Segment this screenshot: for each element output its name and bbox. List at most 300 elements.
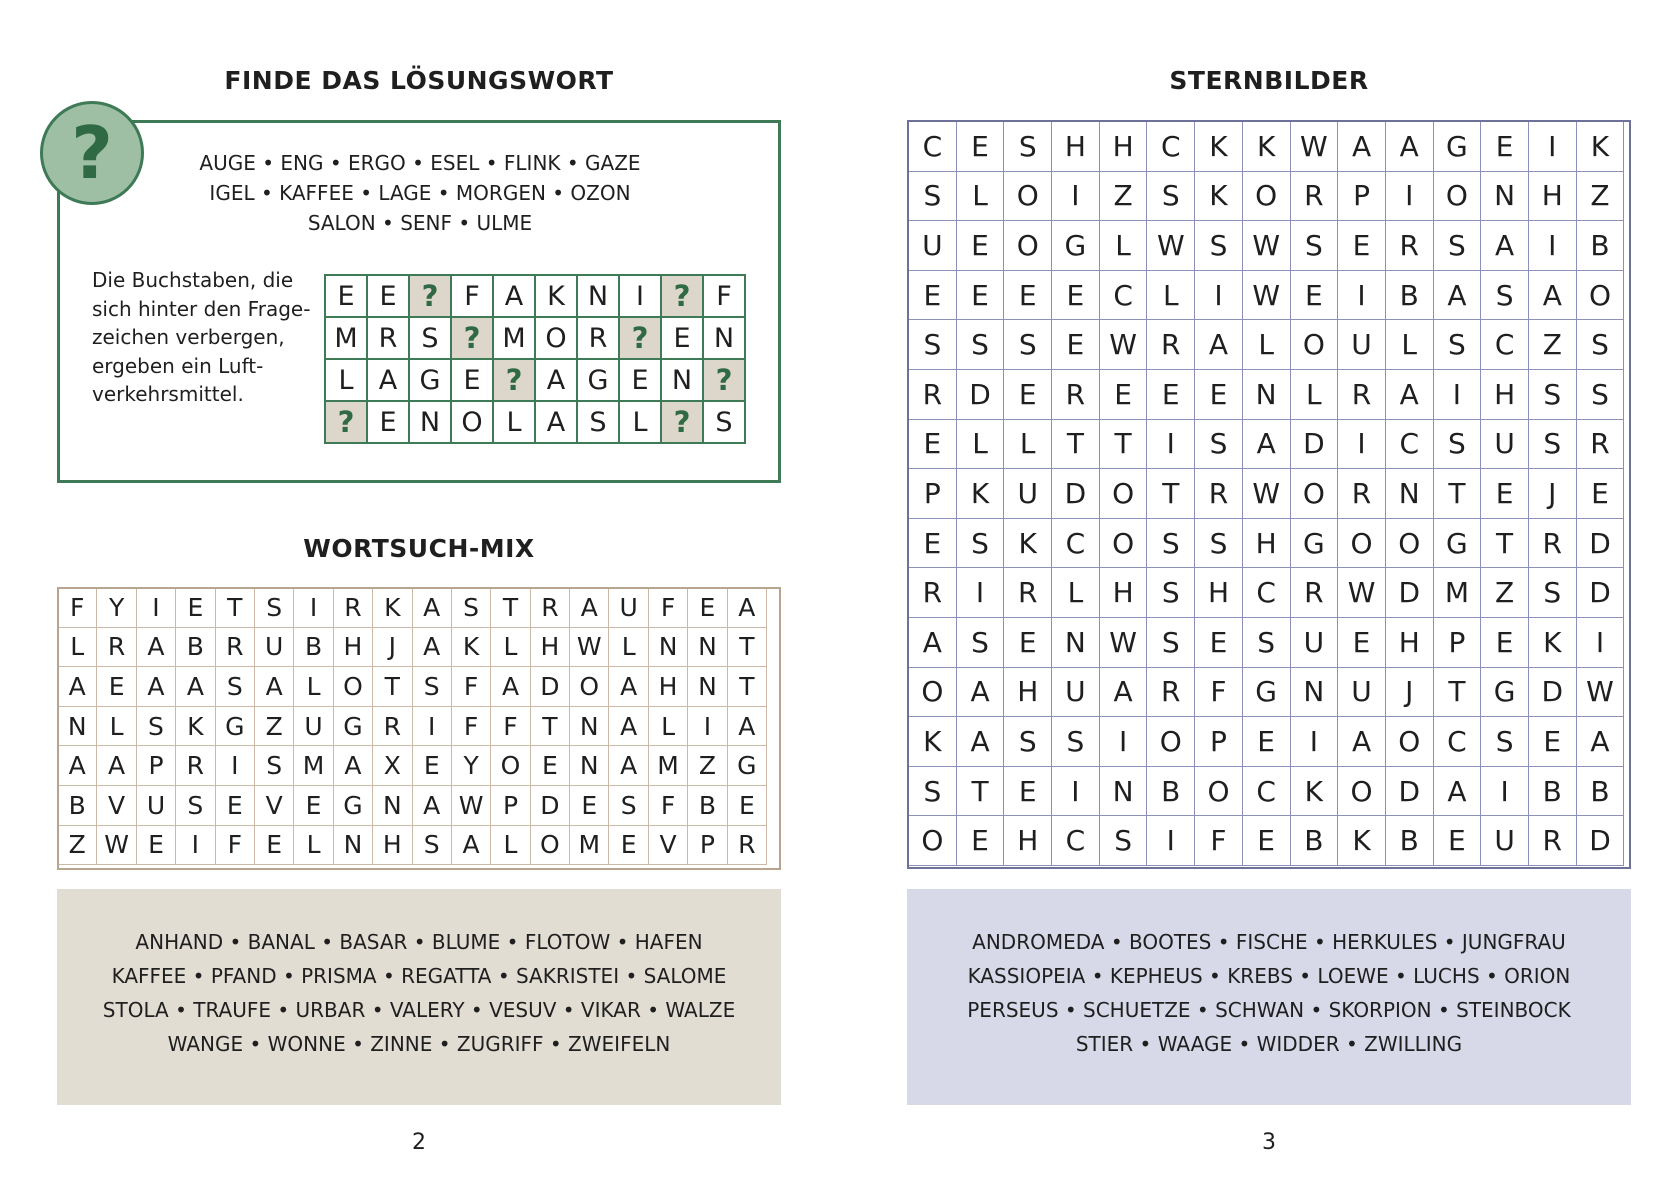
letter-cell: S (909, 171, 957, 221)
letter-cell: E (1004, 270, 1052, 320)
letter-cell: R (97, 627, 136, 667)
letter-cell: B (1147, 766, 1195, 816)
letter-cell: I (1338, 270, 1386, 320)
letter-cell: N (688, 667, 727, 707)
letter-cell: S (1481, 270, 1529, 320)
letter-cell: L (1099, 221, 1147, 271)
letter-cell: O (333, 667, 372, 707)
letter-cell: Z (1481, 568, 1529, 618)
letter-cell: P (1195, 717, 1243, 767)
letter-cell: P (1433, 617, 1481, 667)
letter-cell: A (367, 359, 409, 401)
letter-cell: O (1576, 270, 1624, 320)
letter-cell: Z (58, 825, 97, 865)
letter-cell: G (727, 746, 766, 786)
letter-cell: S (703, 401, 745, 443)
grid-row (325, 359, 745, 401)
letter-cell: N (1052, 617, 1100, 667)
page-number-right: 3 (1262, 1130, 1276, 1155)
letter-cell: B (1528, 766, 1576, 816)
letter-cell: V (648, 825, 687, 865)
letter-cell: A (1338, 717, 1386, 767)
letter-cell: L (294, 667, 333, 707)
grid-row (58, 785, 767, 825)
hidden-letter-cell: ? (661, 401, 703, 443)
letter-cell: S (409, 317, 451, 359)
letter-cell: G (215, 706, 254, 746)
letter-cell: E (367, 401, 409, 443)
puzzle2-word-list (57, 889, 781, 1105)
letter-cell: N (409, 401, 451, 443)
grid-row (909, 766, 1624, 816)
hidden-letter-cell: ? (451, 317, 493, 359)
hidden-letter-cell: ? (493, 359, 535, 401)
letter-cell: E (451, 359, 493, 401)
letter-cell: K (373, 588, 412, 628)
letter-cell: R (577, 317, 619, 359)
letter-cell: G (1433, 122, 1481, 172)
letter-cell: A (58, 667, 97, 707)
letter-cell: G (333, 706, 372, 746)
letter-cell: S (1195, 419, 1243, 469)
letter-cell: L (1052, 568, 1100, 618)
letter-cell: Z (254, 706, 293, 746)
letter-cell: E (530, 746, 569, 786)
letter-cell: N (570, 706, 609, 746)
letter-cell: E (1481, 122, 1529, 172)
letter-cell: F (451, 275, 493, 317)
letter-cell: C (1242, 766, 1290, 816)
letter-cell: R (373, 706, 412, 746)
letter-cell: O (1242, 171, 1290, 221)
letter-cell: I (215, 746, 254, 786)
letter-cell: R (1385, 221, 1433, 271)
letter-cell: S (909, 320, 957, 370)
letter-cell: E (1481, 617, 1529, 667)
letter-cell: N (1099, 766, 1147, 816)
letter-cell: U (1481, 419, 1529, 469)
letter-cell: L (956, 171, 1004, 221)
letter-cell: A (1481, 221, 1529, 271)
letter-cell: L (609, 627, 648, 667)
letter-cell: H (648, 667, 687, 707)
letter-cell: S (1147, 568, 1195, 618)
letter-cell: I (1576, 617, 1624, 667)
letter-cell: T (1433, 469, 1481, 519)
letter-cell: F (215, 825, 254, 865)
hidden-letter-cell: ? (661, 275, 703, 317)
letter-cell: N (373, 785, 412, 825)
letter-cell: A (136, 627, 175, 667)
letter-cell: E (688, 588, 727, 628)
letter-cell: A (451, 825, 490, 865)
letter-cell: K (1242, 122, 1290, 172)
hidden-letter-cell: ? (703, 359, 745, 401)
letter-cell: N (1385, 469, 1433, 519)
letter-cell: I (294, 588, 333, 628)
letter-cell: A (609, 746, 648, 786)
letter-cell: U (1481, 816, 1529, 866)
letter-cell: K (1290, 766, 1338, 816)
letter-cell: N (688, 627, 727, 667)
letter-cell: W (1242, 270, 1290, 320)
letter-cell: E (570, 785, 609, 825)
letter-cell: E (1481, 469, 1529, 519)
letter-cell: I (1147, 419, 1195, 469)
letter-cell: M (648, 746, 687, 786)
letter-cell: O (451, 401, 493, 443)
letter-cell: T (491, 588, 530, 628)
letter-cell: I (176, 825, 215, 865)
letter-cell: E (1242, 816, 1290, 866)
word-line: SALON • SENF • ULME (307, 211, 533, 235)
grid-row (909, 717, 1624, 767)
letter-cell: Z (1576, 171, 1624, 221)
word-line: KASSIOPEIA • KEPHEUS • KREBS • LOEWE • LUCHS • ORION (967, 964, 1571, 988)
letter-cell: E (1195, 617, 1243, 667)
letter-cell: U (1290, 617, 1338, 667)
letter-cell: R (530, 588, 569, 628)
letter-cell: C (1433, 717, 1481, 767)
letter-cell: R (367, 317, 409, 359)
letter-cell: B (1290, 816, 1338, 866)
letter-cell: S (1576, 320, 1624, 370)
letter-cell: D (956, 369, 1004, 419)
letter-cell: N (333, 825, 372, 865)
letter-cell: I (1338, 419, 1386, 469)
letter-cell: A (412, 785, 451, 825)
letter-cell: B (1576, 766, 1624, 816)
letter-cell: H (333, 627, 372, 667)
letter-cell: U (909, 221, 957, 271)
letter-cell: O (1195, 766, 1243, 816)
letter-cell: A (956, 667, 1004, 717)
letter-cell: R (1147, 320, 1195, 370)
letter-cell: L (1242, 320, 1290, 370)
letter-cell: G (333, 785, 372, 825)
grid-row (58, 825, 767, 865)
letter-cell: O (1385, 518, 1433, 568)
letter-cell: M (570, 825, 609, 865)
letter-cell: E (1052, 270, 1100, 320)
letter-cell: S (176, 785, 215, 825)
grid-row (909, 568, 1624, 618)
letter-cell: F (58, 588, 97, 628)
letter-cell: R (1195, 469, 1243, 519)
letter-cell: E (909, 270, 957, 320)
solution-letter-grid (324, 274, 746, 444)
letter-cell: N (1481, 171, 1529, 221)
letter-cell: E (609, 825, 648, 865)
letter-cell: L (1385, 320, 1433, 370)
letter-cell: P (688, 825, 727, 865)
letter-cell: I (1385, 171, 1433, 221)
letter-cell: A (1242, 419, 1290, 469)
letter-cell: H (1052, 122, 1100, 172)
letter-cell: E (661, 317, 703, 359)
letter-cell: U (1052, 667, 1100, 717)
letter-cell: V (254, 785, 293, 825)
letter-cell: W (97, 825, 136, 865)
letter-cell: T (373, 667, 412, 707)
letter-cell: S (1433, 221, 1481, 271)
letter-cell: H (530, 627, 569, 667)
letter-cell: E (1290, 270, 1338, 320)
letter-cell: K (1576, 122, 1624, 172)
letter-cell: R (909, 568, 957, 618)
badge-glyph: ? (71, 111, 113, 195)
letter-cell: E (909, 518, 957, 568)
letter-cell: A (1385, 122, 1433, 172)
letter-cell: O (1004, 221, 1052, 271)
letter-cell: R (1147, 667, 1195, 717)
letter-cell: L (58, 627, 97, 667)
letter-cell: L (956, 419, 1004, 469)
letter-cell: N (570, 746, 609, 786)
letter-cell: N (648, 627, 687, 667)
letter-cell: A (136, 667, 175, 707)
letter-cell: R (1338, 469, 1386, 519)
letter-cell: G (1242, 667, 1290, 717)
word-line: KAFFEE • PFAND • PRISMA • REGATTA • SAKRISTEI • SALOME (111, 964, 727, 988)
word-line: IGEL • KAFFEE • LAGE • MORGEN • OZON (209, 181, 631, 205)
letter-cell: J (1385, 667, 1433, 717)
letter-cell: A (412, 627, 451, 667)
word-line: ANHAND • BANAL • BASAR • BLUME • FLOTOW • HAFEN (135, 930, 703, 954)
letter-cell: D (1290, 419, 1338, 469)
letter-cell: L (294, 825, 333, 865)
letter-cell: S (136, 706, 175, 746)
letter-cell: A (570, 588, 609, 628)
letter-cell: U (294, 706, 333, 746)
letter-cell: R (1052, 369, 1100, 419)
letter-cell: O (1099, 518, 1147, 568)
letter-cell: S (254, 746, 293, 786)
letter-cell: S (956, 617, 1004, 667)
letter-cell: W (1147, 221, 1195, 271)
letter-cell: T (215, 588, 254, 628)
letter-cell: O (1385, 717, 1433, 767)
letter-cell: A (535, 359, 577, 401)
letter-cell: B (58, 785, 97, 825)
letter-cell: L (97, 706, 136, 746)
letter-cell: D (1385, 568, 1433, 618)
letter-cell: R (333, 588, 372, 628)
letter-cell: D (1052, 469, 1100, 519)
letter-cell: I (956, 568, 1004, 618)
letter-cell: A (1338, 122, 1386, 172)
letter-cell: T (727, 667, 766, 707)
letter-cell: E (1004, 766, 1052, 816)
letter-cell: N (661, 359, 703, 401)
grid-row (58, 746, 767, 786)
letter-cell: S (1433, 320, 1481, 370)
letter-cell: E (1433, 816, 1481, 866)
letter-cell: D (1528, 667, 1576, 717)
letter-cell: C (1147, 122, 1195, 172)
letter-cell: C (1481, 320, 1529, 370)
letter-cell: A (333, 746, 372, 786)
letter-cell: G (577, 359, 619, 401)
word-line: PERSEUS • SCHUETZE • SCHWAN • SKORPION • STEINBOCK (967, 998, 1571, 1022)
letter-cell: J (1528, 469, 1576, 519)
grid-row (325, 317, 745, 359)
letter-cell: N (58, 706, 97, 746)
letter-cell: I (1147, 816, 1195, 866)
puzzle2-title: WORTSUCH-MIX (303, 534, 535, 563)
letter-cell: S (1004, 717, 1052, 767)
letter-cell: G (1433, 518, 1481, 568)
letter-cell: A (609, 706, 648, 746)
letter-cell: E (1242, 717, 1290, 767)
letter-cell: S (1195, 518, 1243, 568)
letter-cell: R (1528, 518, 1576, 568)
letter-cell: H (1099, 568, 1147, 618)
letter-cell: C (1242, 568, 1290, 618)
letter-cell: E (412, 746, 451, 786)
letter-cell: S (609, 785, 648, 825)
letter-cell: S (1433, 419, 1481, 469)
letter-cell: E (325, 275, 367, 317)
letter-cell: O (1004, 171, 1052, 221)
letter-cell: E (1528, 717, 1576, 767)
letter-cell: E (1195, 369, 1243, 419)
letter-cell: S (1195, 221, 1243, 271)
letter-cell: R (1528, 816, 1576, 866)
letter-cell: T (727, 627, 766, 667)
letter-cell: S (956, 518, 1004, 568)
letter-cell: B (688, 785, 727, 825)
letter-cell: O (909, 667, 957, 717)
letter-cell: A (1433, 766, 1481, 816)
letter-cell: O (535, 317, 577, 359)
letter-cell: E (215, 785, 254, 825)
grid-row (909, 419, 1624, 469)
letter-cell: A (727, 706, 766, 746)
letter-cell: B (294, 627, 333, 667)
letter-cell: N (1290, 667, 1338, 717)
letter-cell: T (1481, 518, 1529, 568)
letter-cell: S (1528, 568, 1576, 618)
letter-cell: I (136, 588, 175, 628)
letter-cell: I (1433, 369, 1481, 419)
letter-cell: S (1242, 617, 1290, 667)
letter-cell: P (909, 469, 957, 519)
grid-row (325, 275, 745, 317)
letter-cell: M (325, 317, 367, 359)
letter-cell: L (493, 401, 535, 443)
letter-cell: T (1099, 419, 1147, 469)
word-line: ANDROMEDA • BOOTES • FISCHE • HERKULES • JUNGFRAU (972, 930, 1566, 954)
letter-cell: E (254, 825, 293, 865)
letter-cell: S (1576, 369, 1624, 419)
letter-cell: A (1528, 270, 1576, 320)
letter-cell: C (909, 122, 957, 172)
letter-cell: L (648, 706, 687, 746)
letter-cell: S (577, 401, 619, 443)
letter-cell: E (1147, 369, 1195, 419)
letter-cell: E (956, 221, 1004, 271)
letter-cell: N (703, 317, 745, 359)
letter-cell: L (491, 825, 530, 865)
letter-cell: B (1385, 270, 1433, 320)
letter-cell: S (909, 766, 957, 816)
letter-cell: F (1195, 667, 1243, 717)
letter-cell: E (176, 588, 215, 628)
letter-cell: G (1481, 667, 1529, 717)
letter-cell: B (1576, 221, 1624, 271)
constellation-word-search-grid (908, 121, 1624, 866)
letter-cell: T (956, 766, 1004, 816)
grid-row (909, 369, 1624, 419)
letter-cell: A (1576, 717, 1624, 767)
letter-cell: K (535, 275, 577, 317)
letter-cell: N (577, 275, 619, 317)
letter-cell: R (215, 627, 254, 667)
letter-cell: P (1338, 171, 1386, 221)
grid-row (909, 270, 1624, 320)
letter-cell: K (909, 717, 957, 767)
letter-cell: L (491, 627, 530, 667)
letter-cell: S (1099, 816, 1147, 866)
letter-cell: A (609, 667, 648, 707)
letter-cell: E (619, 359, 661, 401)
letter-cell: R (1290, 568, 1338, 618)
letter-cell: M (294, 746, 333, 786)
letter-cell: I (1528, 122, 1576, 172)
letter-cell: M (493, 317, 535, 359)
letter-cell: F (648, 588, 687, 628)
hidden-letter-cell: ? (325, 401, 367, 443)
word-line: WANGE • WONNE • ZINNE • ZUGRIFF • ZWEIFELN (167, 1032, 671, 1056)
letter-cell: E (1052, 320, 1100, 370)
letter-cell: E (1338, 221, 1386, 271)
letter-cell: U (254, 627, 293, 667)
grid-row (909, 171, 1624, 221)
letter-cell: A (254, 667, 293, 707)
letter-cell: A (535, 401, 577, 443)
letter-cell: W (1242, 221, 1290, 271)
letter-cell: S (215, 667, 254, 707)
letter-cell: A (97, 746, 136, 786)
letter-cell: I (412, 706, 451, 746)
letter-cell: Z (1099, 171, 1147, 221)
letter-cell: A (412, 588, 451, 628)
letter-cell: L (1290, 369, 1338, 419)
letter-cell: I (1528, 221, 1576, 271)
letter-cell: O (1290, 320, 1338, 370)
letter-cell: A (493, 275, 535, 317)
grid-row (325, 401, 745, 443)
letter-cell: S (1147, 171, 1195, 221)
letter-cell: S (1147, 617, 1195, 667)
puzzle3-title: STERNBILDER (1169, 66, 1369, 95)
letter-cell: A (176, 667, 215, 707)
letter-cell: W (451, 785, 490, 825)
letter-cell: O (1290, 469, 1338, 519)
letter-cell: H (1481, 369, 1529, 419)
grid-row (58, 667, 767, 707)
letter-cell: Z (688, 746, 727, 786)
letter-cell: E (956, 122, 1004, 172)
letter-cell: A (1195, 320, 1243, 370)
letter-cell: A (727, 588, 766, 628)
question-mark-icon (40, 101, 144, 205)
letter-cell: W (1099, 617, 1147, 667)
letter-cell: H (1195, 568, 1243, 618)
letter-cell: F (451, 667, 490, 707)
word-line: STIER • WAAGE • WIDDER • ZWILLING (1075, 1032, 1463, 1056)
